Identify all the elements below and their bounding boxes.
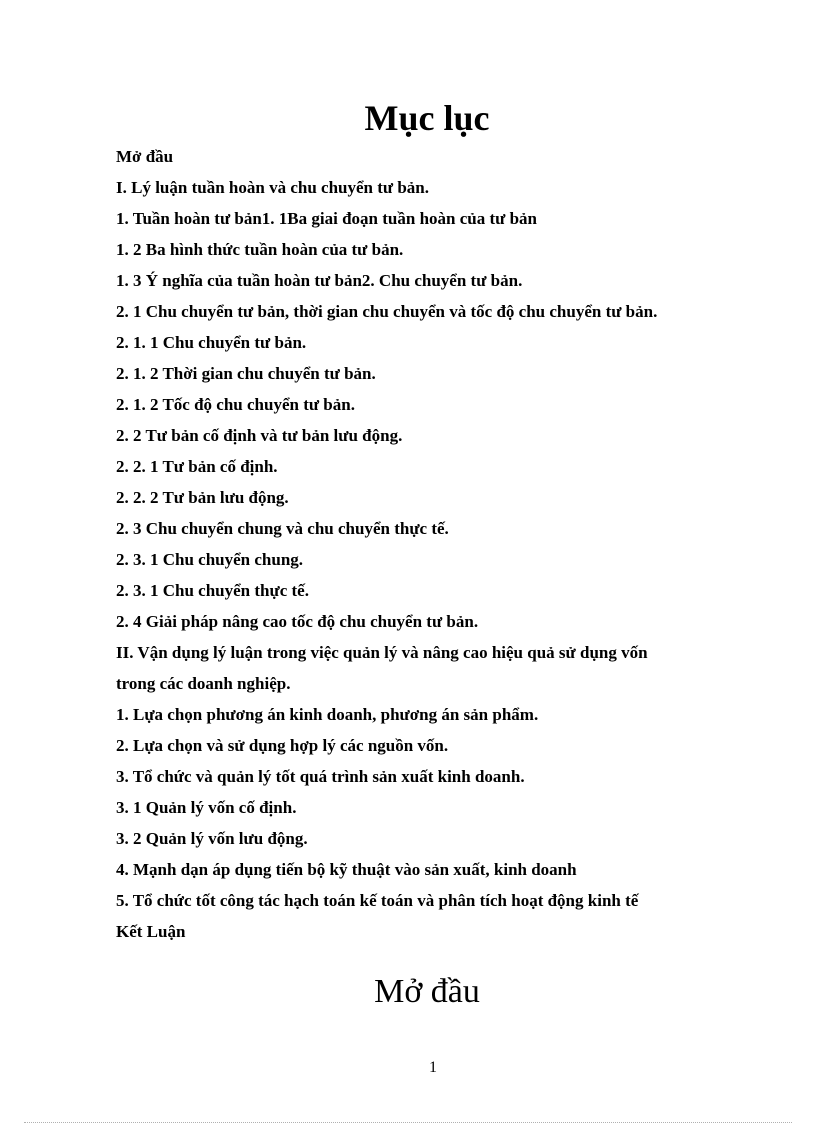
toc-entry: 2. Lựa chọn và sử dụng hợp lý các nguồn vốn. <box>116 736 449 755</box>
toc-entry: trong các doanh nghiệp. <box>116 674 291 693</box>
toc-entry: 2. 2 Tư bản cố định và tư bản lưu động. <box>116 426 403 445</box>
toc-entry: 2. 2. 1 Tư bản cố định. <box>116 457 278 476</box>
page-number: 1 <box>429 1059 437 1076</box>
toc-entry: 2. 1. 1 Chu chuyển tư bản. <box>116 333 307 352</box>
toc-entry: 2. 1. 2 Tốc độ chu chuyển tư bản. <box>116 395 355 414</box>
toc-entry: 2. 3. 1 Chu chuyển thực tế. <box>116 581 309 600</box>
toc-entry: 3. 1 Quản lý vốn cố định. <box>116 798 297 817</box>
toc-entry: 2. 2. 2 Tư bản lưu động. <box>116 488 289 507</box>
toc-entry: 1. 2 Ba hình thức tuần hoàn của tư bản. <box>116 240 404 259</box>
toc-entry: 3. Tổ chức và quản lý tốt quá trình sản xuất kinh doanh. <box>116 767 525 786</box>
toc-entry: 2. 1. 2 Thời gian chu chuyển tư bản. <box>116 364 376 383</box>
toc-entry: 2. 3 Chu chuyển chung và chu chuyển thực tế. <box>116 519 449 538</box>
toc-entry: 2. 3. 1 Chu chuyển chung. <box>116 550 304 569</box>
toc-entry: 5. Tổ chức tốt công tác hạch toán kế toán và phân tích hoạt động kinh tế <box>116 891 639 910</box>
toc-entry: 1. Lựa chọn phương án kinh doanh, phương án sản phẩm. <box>116 705 539 724</box>
table-of-contents <box>116 141 736 947</box>
toc-title: Mục lục <box>364 98 490 138</box>
section-heading: Mở đầu <box>374 973 480 1010</box>
toc-entry: 1. Tuần hoàn tư bản1. 1Ba giai đoạn tuần hoàn của tư bản <box>116 209 538 228</box>
toc-entry: Kết Luận <box>116 922 186 941</box>
toc-entry: 2. 1 Chu chuyển tư bản, thời gian chu chuyển và tốc độ chu chuyển tư bản. <box>116 302 658 321</box>
toc-entry: 2. 4 Giải pháp nâng cao tốc độ chu chuyển tư bản. <box>116 612 479 631</box>
toc-entry: I. Lý luận tuần hoàn và chu chuyển tư bản. <box>116 178 429 197</box>
toc-entry: 4. Mạnh dạn áp dụng tiến bộ kỹ thuật vào sản xuất, kinh doanh <box>116 860 577 879</box>
toc-entry: 3. 2 Quản lý vốn lưu động. <box>116 829 308 848</box>
toc-entry: Mở đầu <box>116 147 174 166</box>
toc-entry: II. Vận dụng lý luận trong việc quản lý và nâng cao hiệu quả sử dụng vốn <box>116 643 648 662</box>
toc-entry: 1. 3 Ý nghĩa của tuần hoàn tư bản2. Chu chuyển tư bản. <box>116 271 523 290</box>
